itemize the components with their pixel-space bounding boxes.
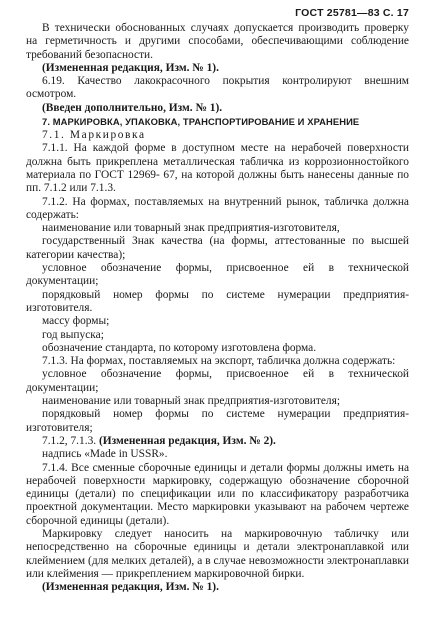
list-item: государственный Знак качества (на формы, аттестованные по высшей категории качества); bbox=[26, 235, 409, 261]
section-heading: 7. МАРКИРОВКА, УПАКОВКА, ТРАНСПОРТИРОВАНИЕ И ХРАНЕНИЕ bbox=[42, 116, 360, 128]
list-item: условное обозначение формы, присвоенное ей в технической документации; bbox=[26, 262, 409, 288]
list-item: год выпуска; bbox=[42, 328, 104, 341]
list-item: условное обозначение формы, присвоенное ей в технической документации; bbox=[26, 368, 409, 394]
subsection-heading: 7.1. Маркировка bbox=[42, 129, 146, 142]
clause-6-19: 6.19. Качество лакокрасочного покрытия контролируют внешним осмотром. bbox=[26, 75, 409, 101]
clause-7-1-1: 7.1.1. На каждой форме в доступном месте на нерабочей поверхности должна быть прикреплена металлическая табличка из коррозионностойкого материала по ГОСТ 12969- 67, на которой должны быть нанесены данные по пп. 7.1.2 или 7.1.3. bbox=[26, 142, 409, 195]
paragraph: Маркировку следует наносить на маркировочную табличку или непосредственно на сборочные единицы и детали электронаплавкой или клеймением (для мелких деталей), а в случае невозможности электронаплавки или клеймения — прикреплением маркировочной бирки. bbox=[26, 527, 409, 580]
amendment-line bbox=[26, 435, 409, 448]
list-item: обозначение стандарта, по которому изготовлена форма. bbox=[42, 341, 317, 354]
list-item: надпись «Made in USSR». bbox=[42, 448, 168, 461]
amendment-note: (Измененная редакция, Изм. № 1). bbox=[42, 581, 219, 594]
amendment-note: (Измененная редакция, Изм. № 2). bbox=[98, 434, 276, 447]
list-item: наименование или товарный знак предприятия-изготовителя, bbox=[42, 222, 340, 235]
clause-7-1-2: 7.1.2. На формах, поставляемых на внутренний рынок, табличка должна содержать: bbox=[26, 195, 409, 221]
page-content bbox=[26, 22, 409, 594]
running-header: ГОСТ 25781—83 С. 17 bbox=[295, 7, 409, 19]
list-item: порядковый номер формы по системе нумерации предприятия-изготовителя. bbox=[26, 288, 409, 314]
clause-7-1-4: 7.1.4. Все сменные сборочные единицы и детали формы должны иметь на нерабочей поверхности маркировку, содержащую обозначение сборочной единицы (детали) по спецификации или по классификатору разработчика проектной документации. Место маркировки указывают на рабочем чертеже сборочной единицы (детали). bbox=[26, 461, 409, 527]
list-item: массу формы; bbox=[42, 315, 110, 328]
clause-reference: 7.1.2, 7.1.3. bbox=[42, 434, 97, 447]
amendment-note: (Измененная редакция, Изм. № 1). bbox=[42, 61, 219, 74]
list-item: порядковый номер формы по системе нумерации предприятия-изготовителя; bbox=[26, 408, 409, 434]
list-item: наименование или товарный знак предприятия-изготовителя; bbox=[42, 395, 341, 408]
clause-7-1-3: 7.1.3. На формах, поставляемых на экспорт, табличка должна содержать: bbox=[42, 355, 396, 368]
paragraph: В технически обоснованных случаях допускается производить проверку на герметичность и другими способами, обеспечивающими соблюдение требований безопасности. bbox=[26, 22, 409, 61]
amendment-note: (Введен дополнительно, Изм. № 1). bbox=[42, 101, 223, 114]
